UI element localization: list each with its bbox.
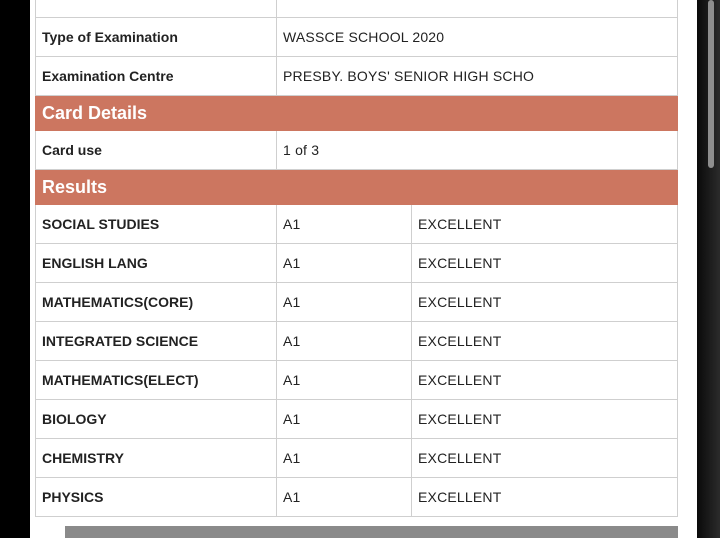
table-row	[36, 322, 678, 361]
table-row	[36, 244, 678, 283]
table-row	[36, 18, 678, 57]
footer-bar	[65, 526, 678, 538]
subject-name: SOCIAL STUDIES	[36, 205, 277, 244]
subject-remark: EXCELLENT	[412, 205, 678, 244]
subject-grade: A1	[277, 439, 412, 478]
subject-remark: EXCELLENT	[412, 400, 678, 439]
table-row	[36, 131, 678, 170]
table-row	[36, 439, 678, 478]
subject-remark: EXCELLENT	[412, 361, 678, 400]
scrollbar-thumb[interactable]	[708, 0, 714, 168]
subject-grade: A1	[277, 478, 412, 517]
exam-type-label: Type of Examination	[36, 18, 277, 57]
table-row	[36, 478, 678, 517]
exam-type-value: WASSCE SCHOOL 2020	[277, 18, 678, 57]
subject-remark: EXCELLENT	[412, 244, 678, 283]
subject-grade: A1	[277, 400, 412, 439]
left-edge	[0, 0, 30, 538]
subject-name: MATHEMATICS(ELECT)	[36, 361, 277, 400]
subject-name: ENGLISH LANG	[36, 244, 277, 283]
subject-name: CHEMISTRY	[36, 439, 277, 478]
results-table	[35, 0, 678, 517]
table-row	[36, 205, 678, 244]
subject-name: PHYSICS	[36, 478, 277, 517]
subject-remark: EXCELLENT	[412, 322, 678, 361]
card-details-title: Card Details	[36, 96, 678, 131]
subject-name: MATHEMATICS(CORE)	[36, 283, 277, 322]
exam-centre-value: PRESBY. BOYS' SENIOR HIGH SCHO	[277, 57, 678, 96]
subject-grade: A1	[277, 283, 412, 322]
results-title: Results	[36, 170, 678, 205]
table-row	[36, 0, 678, 18]
table-row	[36, 361, 678, 400]
cut-off-label-cell	[36, 0, 277, 18]
table-row	[36, 400, 678, 439]
subject-grade: A1	[277, 322, 412, 361]
subject-remark: EXCELLENT	[412, 283, 678, 322]
subject-remark: EXCELLENT	[412, 478, 678, 517]
subject-name: BIOLOGY	[36, 400, 277, 439]
subject-grade: A1	[277, 244, 412, 283]
results-header	[36, 170, 678, 205]
subject-grade: A1	[277, 205, 412, 244]
exam-centre-label: Examination Centre	[36, 57, 277, 96]
card-use-label: Card use	[36, 131, 277, 170]
subject-name: INTEGRATED SCIENCE	[36, 322, 277, 361]
subject-grade: A1	[277, 361, 412, 400]
table-row	[36, 283, 678, 322]
subject-remark: EXCELLENT	[412, 439, 678, 478]
cut-off-value-cell	[277, 0, 678, 18]
card-details-header	[36, 96, 678, 131]
table-row	[36, 57, 678, 96]
card-use-value: 1 of 3	[277, 131, 678, 170]
